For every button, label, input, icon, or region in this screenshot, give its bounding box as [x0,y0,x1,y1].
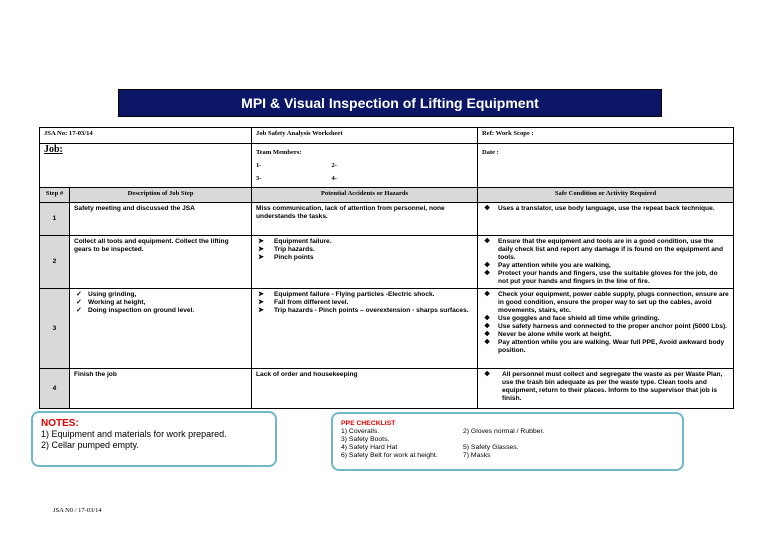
step-safe [478,203,734,236]
arrow-bullet-icon: ➤ [258,307,264,314]
ppe-title: PPE CHECKLIST [341,420,396,427]
step-hazards: Lack of order and housekeeping [252,369,478,409]
step-safe [478,369,734,409]
list-item: ➤ Equipment failure - Flying particles -Electric shock. [258,291,435,298]
arrow-bullet-icon: ➤ [258,299,264,306]
step-description: Safety meeting and discussed the JSA [70,203,252,236]
step-description: Collect all tools and equipment. Collect the lifting gears to be inspected. [70,236,252,289]
list-item: ➤ Trip hazards - Pinch points – overextension - sharps surfaces. [258,307,469,314]
step-hazards [252,289,478,369]
ref-work-scope: Ref: Work Scope : [478,128,734,144]
step-number: 1 [40,203,70,236]
arrow-bullet-icon: ➤ [258,238,264,245]
check-bullet-icon: ✓ [76,291,82,298]
col-safe: Safe Condition or Activity Required [478,188,734,203]
col-hazards: Potential Accidents or Hazards [252,188,478,203]
list-item: ➤ Fall from different level. [258,299,349,306]
arrow-bullet-icon: ➤ [258,246,264,253]
check-bullet-icon: ✓ [76,299,82,306]
document-title: MPI & Visual Inspection of Lifting Equipment [118,89,662,117]
ppe-checklist-box [331,412,684,471]
arrow-bullet-icon: ➤ [258,254,264,261]
diamond-bullet-icon: ❖ [484,270,491,277]
ppe-item: 5) Safety Glasses. [463,444,519,451]
diamond-bullet-icon: ❖ [484,262,491,269]
table-row [40,236,734,289]
team-member-2: 2- [331,162,337,169]
diamond-bullet-icon: ❖ [484,315,491,322]
list-item: ❖ All personnel must collect and segregate the waste as per Waste Plan, use the trash bin adequate as per the waste type. Clean tools and equipment, return to their places. Inform to the supervisor that job is finish. [484,371,723,402]
list-item: ✓ Doing inspection on ground level. [76,307,195,314]
table-row [40,203,734,236]
list-item: ❖ Never be alone while work at height. [484,331,612,338]
ppe-item: 6) Safety Belt for work at height. [341,452,438,459]
note-item: 1) Equipment and materials for work prepared. [41,429,227,439]
col-description: Description of Job Step [70,188,252,203]
ppe-item: 7) Masks [463,452,491,459]
notes-box [31,411,277,467]
diamond-bullet-icon: ❖ [484,331,491,338]
ppe-item: 2) Gloves normal / Rubber. [463,428,545,435]
team-member-1: 1- [256,162,262,169]
list-item: ❖ Pay attention while you are walking. Wear full PPE, Avoid awkward body position. [484,339,725,354]
list-item: ➤ Trip hazards. [258,246,315,253]
step-number: 4 [40,369,70,409]
list-item: ✓ Using grinding, [76,291,137,298]
diamond-bullet-icon: ❖ [484,238,491,245]
notes-title: NOTES: [41,418,79,429]
job-label: Job: [44,144,63,155]
arrow-bullet-icon: ➤ [258,291,264,298]
step-description: Finish the job [70,369,252,409]
step-hazards: Miss communication, lack of attention from personnel, none understands the tasks. [252,203,478,236]
team-cell [252,144,478,188]
diamond-bullet-icon: ❖ [484,291,491,298]
step-number: 3 [40,289,70,369]
list-item: ❖ Ensure that the equipment and tools are in a good condition, use the daily check list and report any damage if is found on the equipment and tools. [484,238,723,261]
date-cell [478,144,734,188]
team-member-3: 3- [256,175,262,182]
date-label: Date : [482,149,499,156]
diamond-bullet-icon: ❖ [484,205,491,212]
ppe-item: 3) Safety Boots. [341,436,390,443]
list-item: ❖ Use goggles and face shield all time while grinding. [484,315,660,322]
team-member-4: 4- [331,175,337,182]
step-safe [478,289,734,369]
table-row [40,369,734,409]
footer-ref: JSA N0 / 17-03/14 [53,507,102,514]
diamond-bullet-icon: ❖ [484,339,491,346]
check-bullet-icon: ✓ [76,307,82,314]
note-item: 2) Cellar pumped empty. [41,440,139,450]
list-item: ❖ Protect your hands and fingers, use the suitable gloves for the job, do not put your hands and fingers in the line of fire. [484,270,718,285]
list-item: ❖ Uses a translator, use body language, use the repeat back technique. [484,205,715,212]
job-cell [40,144,252,188]
jsa-number: JSA No: 17-03/14 [40,128,252,144]
jsa-table [39,127,734,409]
list-item: ❖ Use safety harness and connected to the proper anchor point (5000 Lbs). [484,323,728,330]
col-step: Step # [40,188,70,203]
step-number: 2 [40,236,70,289]
team-members-label: Team Members: [256,149,302,156]
diamond-bullet-icon: ❖ [484,323,491,330]
step-description [70,289,252,369]
step-safe [478,236,734,289]
worksheet-title: Job Safety Analysis Worksheet [252,128,478,144]
ppe-item: 1) Coveralls. [341,428,380,435]
list-item: ➤ Pinch points [258,254,314,261]
list-item: ❖ Pay attention while you are walking, [484,262,611,269]
table-row [40,289,734,369]
list-item: ➤ Equipment failure. [258,238,332,245]
diamond-bullet-icon: ❖ [484,371,491,378]
list-item: ❖ Check your equipment, power cable supply, plugs connection, ensure are in good condition, ensure the proper way to set up the cables, avoid movements, stairs, etc. [484,291,729,314]
list-item: ✓ Working at height, [76,299,146,306]
ppe-item: 4) Safety Hard Hat [341,444,398,451]
step-hazards [252,236,478,289]
